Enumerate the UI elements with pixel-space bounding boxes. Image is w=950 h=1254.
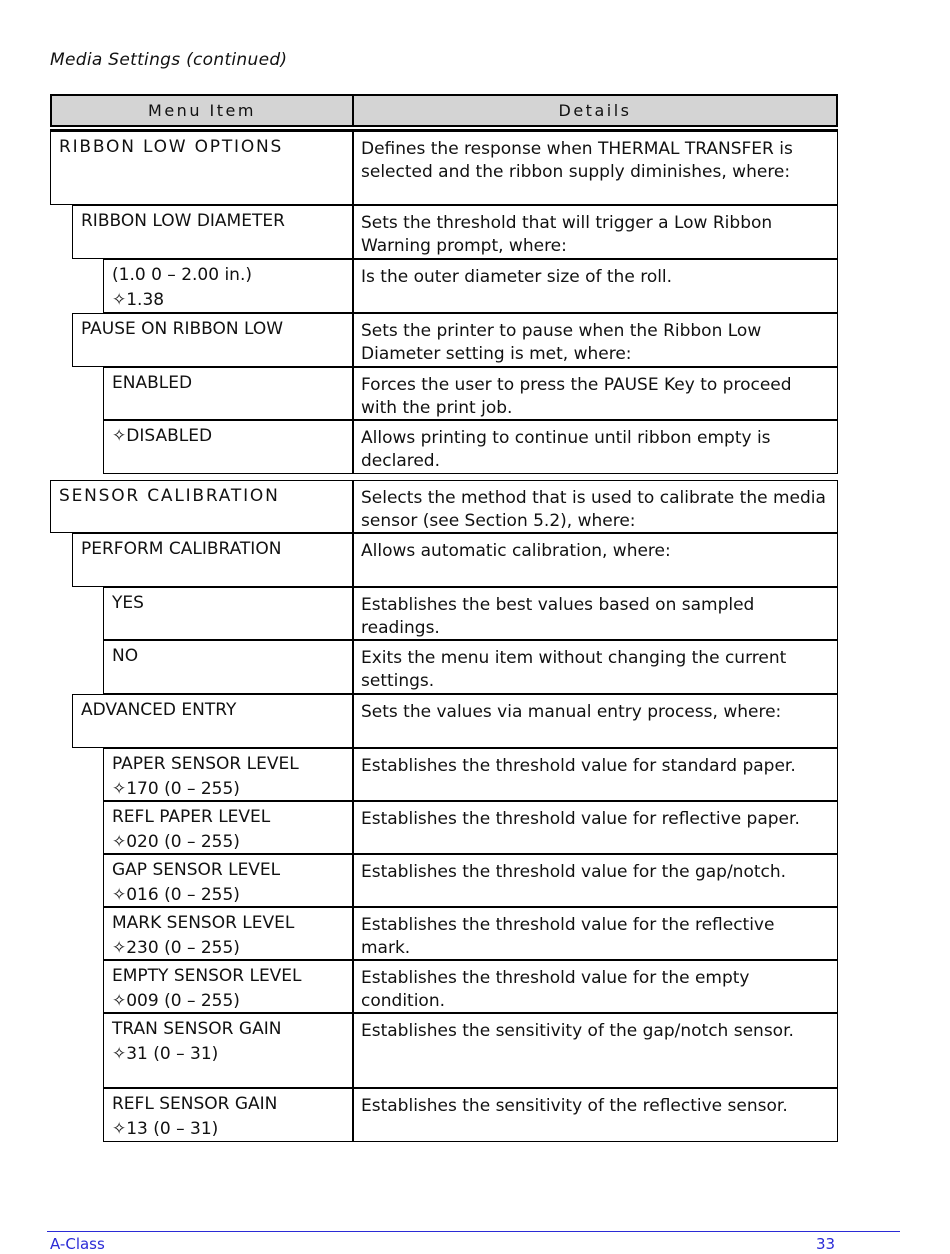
menu-item-label: SENSOR CALIBRATION bbox=[59, 486, 280, 506]
menu-item-cell bbox=[103, 854, 354, 907]
header-menu-item: Menu Item bbox=[50, 94, 354, 127]
menu-item-label: YES bbox=[112, 593, 144, 613]
menu-item-label: RIBBON LOW DIAMETER bbox=[81, 211, 285, 231]
menu-item-details: Establishes the threshold value for the reflective mark. bbox=[352, 907, 838, 960]
menu-item-label: RIBBON LOW OPTIONS bbox=[59, 137, 284, 157]
menu-item-default-value: ✧1.38 bbox=[112, 290, 165, 310]
menu-item-label: PAUSE ON RIBBON LOW bbox=[81, 319, 284, 339]
menu-item-details: Forces the user to press the PAUSE Key to proceed with the print job. bbox=[352, 367, 838, 420]
menu-item-cell bbox=[50, 129, 354, 205]
menu-item-label: ADVANCED ENTRY bbox=[81, 700, 237, 720]
menu-item-cell bbox=[103, 960, 354, 1013]
menu-item-details: Selects the method that is used to calibrate the media sensor (see Section 5.2), where: bbox=[352, 480, 838, 533]
menu-item-label: EMPTY SENSOR LEVEL bbox=[112, 966, 302, 986]
menu-item-cell bbox=[72, 694, 354, 748]
menu-item-label: REFL SENSOR GAIN bbox=[112, 1094, 278, 1114]
menu-item-details: Defines the response when THERMAL TRANSFER is selected and the ribbon supply diminishes, where: bbox=[352, 129, 838, 205]
header-details: Details bbox=[352, 94, 838, 127]
footer-product-name: A-Class bbox=[50, 1235, 105, 1253]
menu-item-cell bbox=[50, 480, 354, 533]
menu-item-details: Establishes the sensitivity of the gap/notch sensor. bbox=[352, 1013, 838, 1088]
menu-item-default-value: ✧016 (0 – 255) bbox=[112, 885, 240, 905]
menu-item-cell bbox=[103, 367, 354, 420]
menu-item-default-value: ✧009 (0 – 255) bbox=[112, 991, 240, 1011]
menu-item-default-value: ✧13 (0 – 31) bbox=[112, 1119, 219, 1139]
menu-item-cell bbox=[103, 907, 354, 960]
menu-item-details: Allows automatic calibration, where: bbox=[352, 533, 838, 587]
menu-item-label: GAP SENSOR LEVEL bbox=[112, 860, 281, 880]
menu-item-details: Sets the printer to pause when the Ribbon Low Diameter setting is met, where: bbox=[352, 313, 838, 367]
menu-item-details: Establishes the threshold value for the empty condition. bbox=[352, 960, 838, 1013]
menu-item-default-value: ✧170 (0 – 255) bbox=[112, 779, 240, 799]
menu-item-details: Establishes the threshold value for the gap/notch. bbox=[352, 854, 838, 907]
menu-item-default-value: ✧230 (0 – 255) bbox=[112, 938, 240, 958]
menu-item-details: Exits the menu item without changing the current settings. bbox=[352, 640, 838, 694]
footer-page-number: 33 bbox=[816, 1235, 836, 1253]
menu-item-details: Establishes the threshold value for standard paper. bbox=[352, 748, 838, 801]
footer-rule bbox=[47, 1231, 900, 1232]
menu-item-label: PERFORM CALIBRATION bbox=[81, 539, 282, 559]
menu-item-label: MARK SENSOR LEVEL bbox=[112, 913, 295, 933]
menu-item-default-value: ✧020 (0 – 255) bbox=[112, 832, 240, 852]
menu-item-cell bbox=[103, 587, 354, 640]
menu-item-label: REFL PAPER LEVEL bbox=[112, 807, 271, 827]
page-title: Media Settings (continued) bbox=[50, 50, 288, 70]
menu-item-details: Establishes the sensitivity of the reflective sensor. bbox=[352, 1088, 838, 1142]
menu-item-details: Sets the threshold that will trigger a Low Ribbon Warning prompt, where: bbox=[352, 205, 838, 259]
menu-item-label: NO bbox=[112, 646, 139, 666]
menu-item-cell bbox=[103, 801, 354, 854]
menu-item-cell bbox=[103, 1013, 354, 1088]
menu-item-details: Establishes the best values based on sampled readings. bbox=[352, 587, 838, 640]
menu-item-details: Sets the values via manual entry process, where: bbox=[352, 694, 838, 748]
menu-item-cell bbox=[103, 748, 354, 801]
menu-item-details: Establishes the threshold value for reflective paper. bbox=[352, 801, 838, 854]
menu-item-label: (1.0 0 – 2.00 in.) bbox=[112, 265, 252, 285]
menu-item-label: ENABLED bbox=[112, 373, 193, 393]
menu-item-cell bbox=[103, 420, 354, 474]
menu-item-label: ✧DISABLED bbox=[112, 426, 213, 446]
menu-item-cell bbox=[72, 533, 354, 587]
menu-item-details: Allows printing to continue until ribbon empty is declared. bbox=[352, 420, 838, 474]
menu-item-label: PAPER SENSOR LEVEL bbox=[112, 754, 299, 774]
menu-item-cell bbox=[72, 313, 354, 367]
menu-item-cell bbox=[72, 205, 354, 259]
menu-item-default-value: ✧31 (0 – 31) bbox=[112, 1044, 219, 1064]
menu-item-cell bbox=[103, 259, 354, 313]
menu-item-cell bbox=[103, 1088, 354, 1142]
menu-item-cell bbox=[103, 640, 354, 694]
menu-item-label: TRAN SENSOR GAIN bbox=[112, 1019, 282, 1039]
menu-item-details: Is the outer diameter size of the roll. bbox=[352, 259, 838, 313]
